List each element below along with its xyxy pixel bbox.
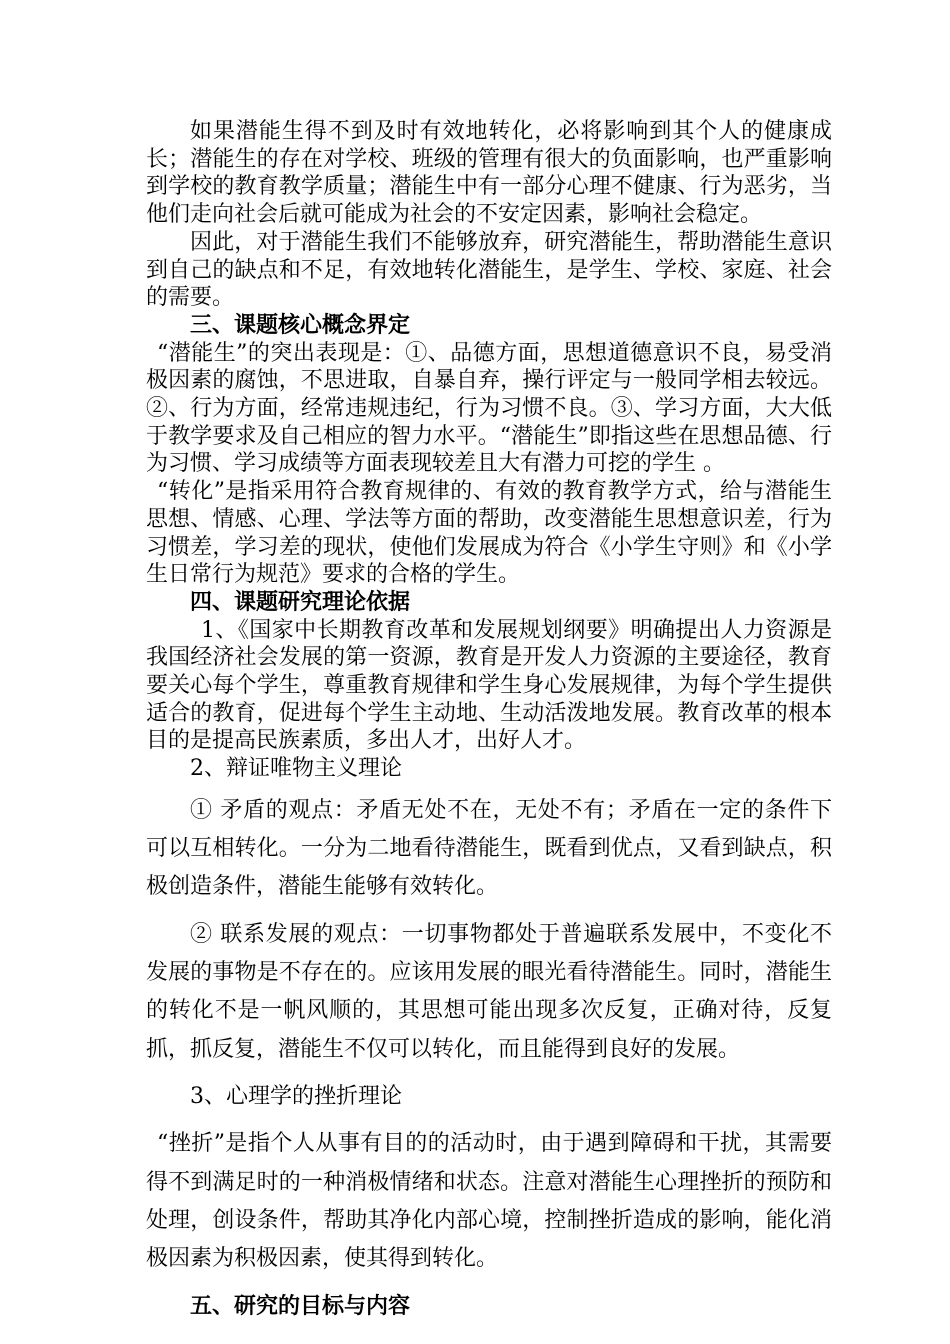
paragraph-definition-transformation: “转化”是指采用符合教育规律的、有效的教育教学方式，给与潜能生思想、情感、心理、学法等方面的帮助，改变潜能生思想意识差，行为习惯差，学习差的现状，使他们发展成为符合《小学生守则》和《小学生日常行为规范》要求的合格的学生。: [146, 479, 832, 588]
heading-goals-and-content: 五、研究的目标与内容: [190, 1293, 411, 1320]
subheading-dialectical-materialism: 2、辩证唯物主义理论: [190, 756, 402, 782]
paragraph-development-view: ② 联系发展的观点：一切事物都处于普遍联系发展中，不变化不发展的事物是不存在的。应该用发展的眼光看待潜能生。同时，潜能生的转化不是一帆风顺的，其思想可能出现多次反复，正确对待，反复抓，抓反复，潜能生不仅可以转化，而且能得到良好的发展。: [146, 921, 832, 1062]
heading-theoretical-basis: 四、课题研究理论依据: [190, 588, 411, 615]
paragraph-national-plan: 1、《国家中长期教育改革和发展规划纲要》明确提出人力资源是我国经济社会发展的第一资源，教育是开发人力资源的主要途径，教育要关心每个学生，尊重教育规律和学生身心发展规律，为每个学生提供适合的教育，促进每个学生主动地、生动活泼地发展。教育改革的根本目的是提高民族素质，多出人才，出好人才。: [146, 617, 832, 754]
paragraph-frustration-definition: “挫折”是指个人从事有目的的活动时，由于遇到障碍和干扰，其需要得不到满足时的一种消极情绪和状态。注意对潜能生心理挫折的预防和处理，创设条件，帮助其净化内部心境，控制挫折造成的影响，能化消极因素为积极因素，使其得到转化。: [146, 1131, 832, 1272]
paragraph-contradiction-view: ① 矛盾的观点：矛盾无处不在，无处不有；矛盾在一定的条件下可以互相转化。一分为二地看待潜能生，既看到优点，又看到缺点，积极创造条件，潜能生能够有效转化。: [146, 797, 832, 900]
sparse-section: [146, 792, 832, 1326]
heading-core-concepts: 三、课题核心概念界定: [190, 311, 411, 338]
paragraph-impact: 如果潜能生得不到及时有效地转化，必将影响到其个人的健康成长；潜能生的存在对学校、班级的管理有很大的负面影响，也严重影响到学校的教育教学质量；潜能生中有一部分心理不健康、行为恶劣，当他们走向社会后就可能成为社会的不安定因素，影响社会稳定。: [146, 119, 832, 228]
dense-section: [146, 118, 832, 783]
subheading-frustration-theory: 3、心理学的挫折理论: [190, 1083, 402, 1109]
paragraph-necessity: 因此，对于潜能生我们不能够放弃，研究潜能生，帮助潜能生意识到自己的缺点和不足，有效地转化潜能生，是学生、学校、家庭、社会的需要。: [146, 229, 832, 311]
paragraph-definition-potential-students: “潜能生”的突出表现是：①、品德方面，思想道德意识不良，易受消极因素的腐蚀，不思进取，自暴自弃，操行评定与一般同学相去较远。②、行为方面，经常违规违纪，行为习惯不良。③、学习方面，大大低于教学要求及自己相应的智力水平。“潜能生”即指这些在思想品德、行为习惯、学习成绩等方面表现较差且大有潜力可挖的学生 。: [146, 340, 832, 477]
